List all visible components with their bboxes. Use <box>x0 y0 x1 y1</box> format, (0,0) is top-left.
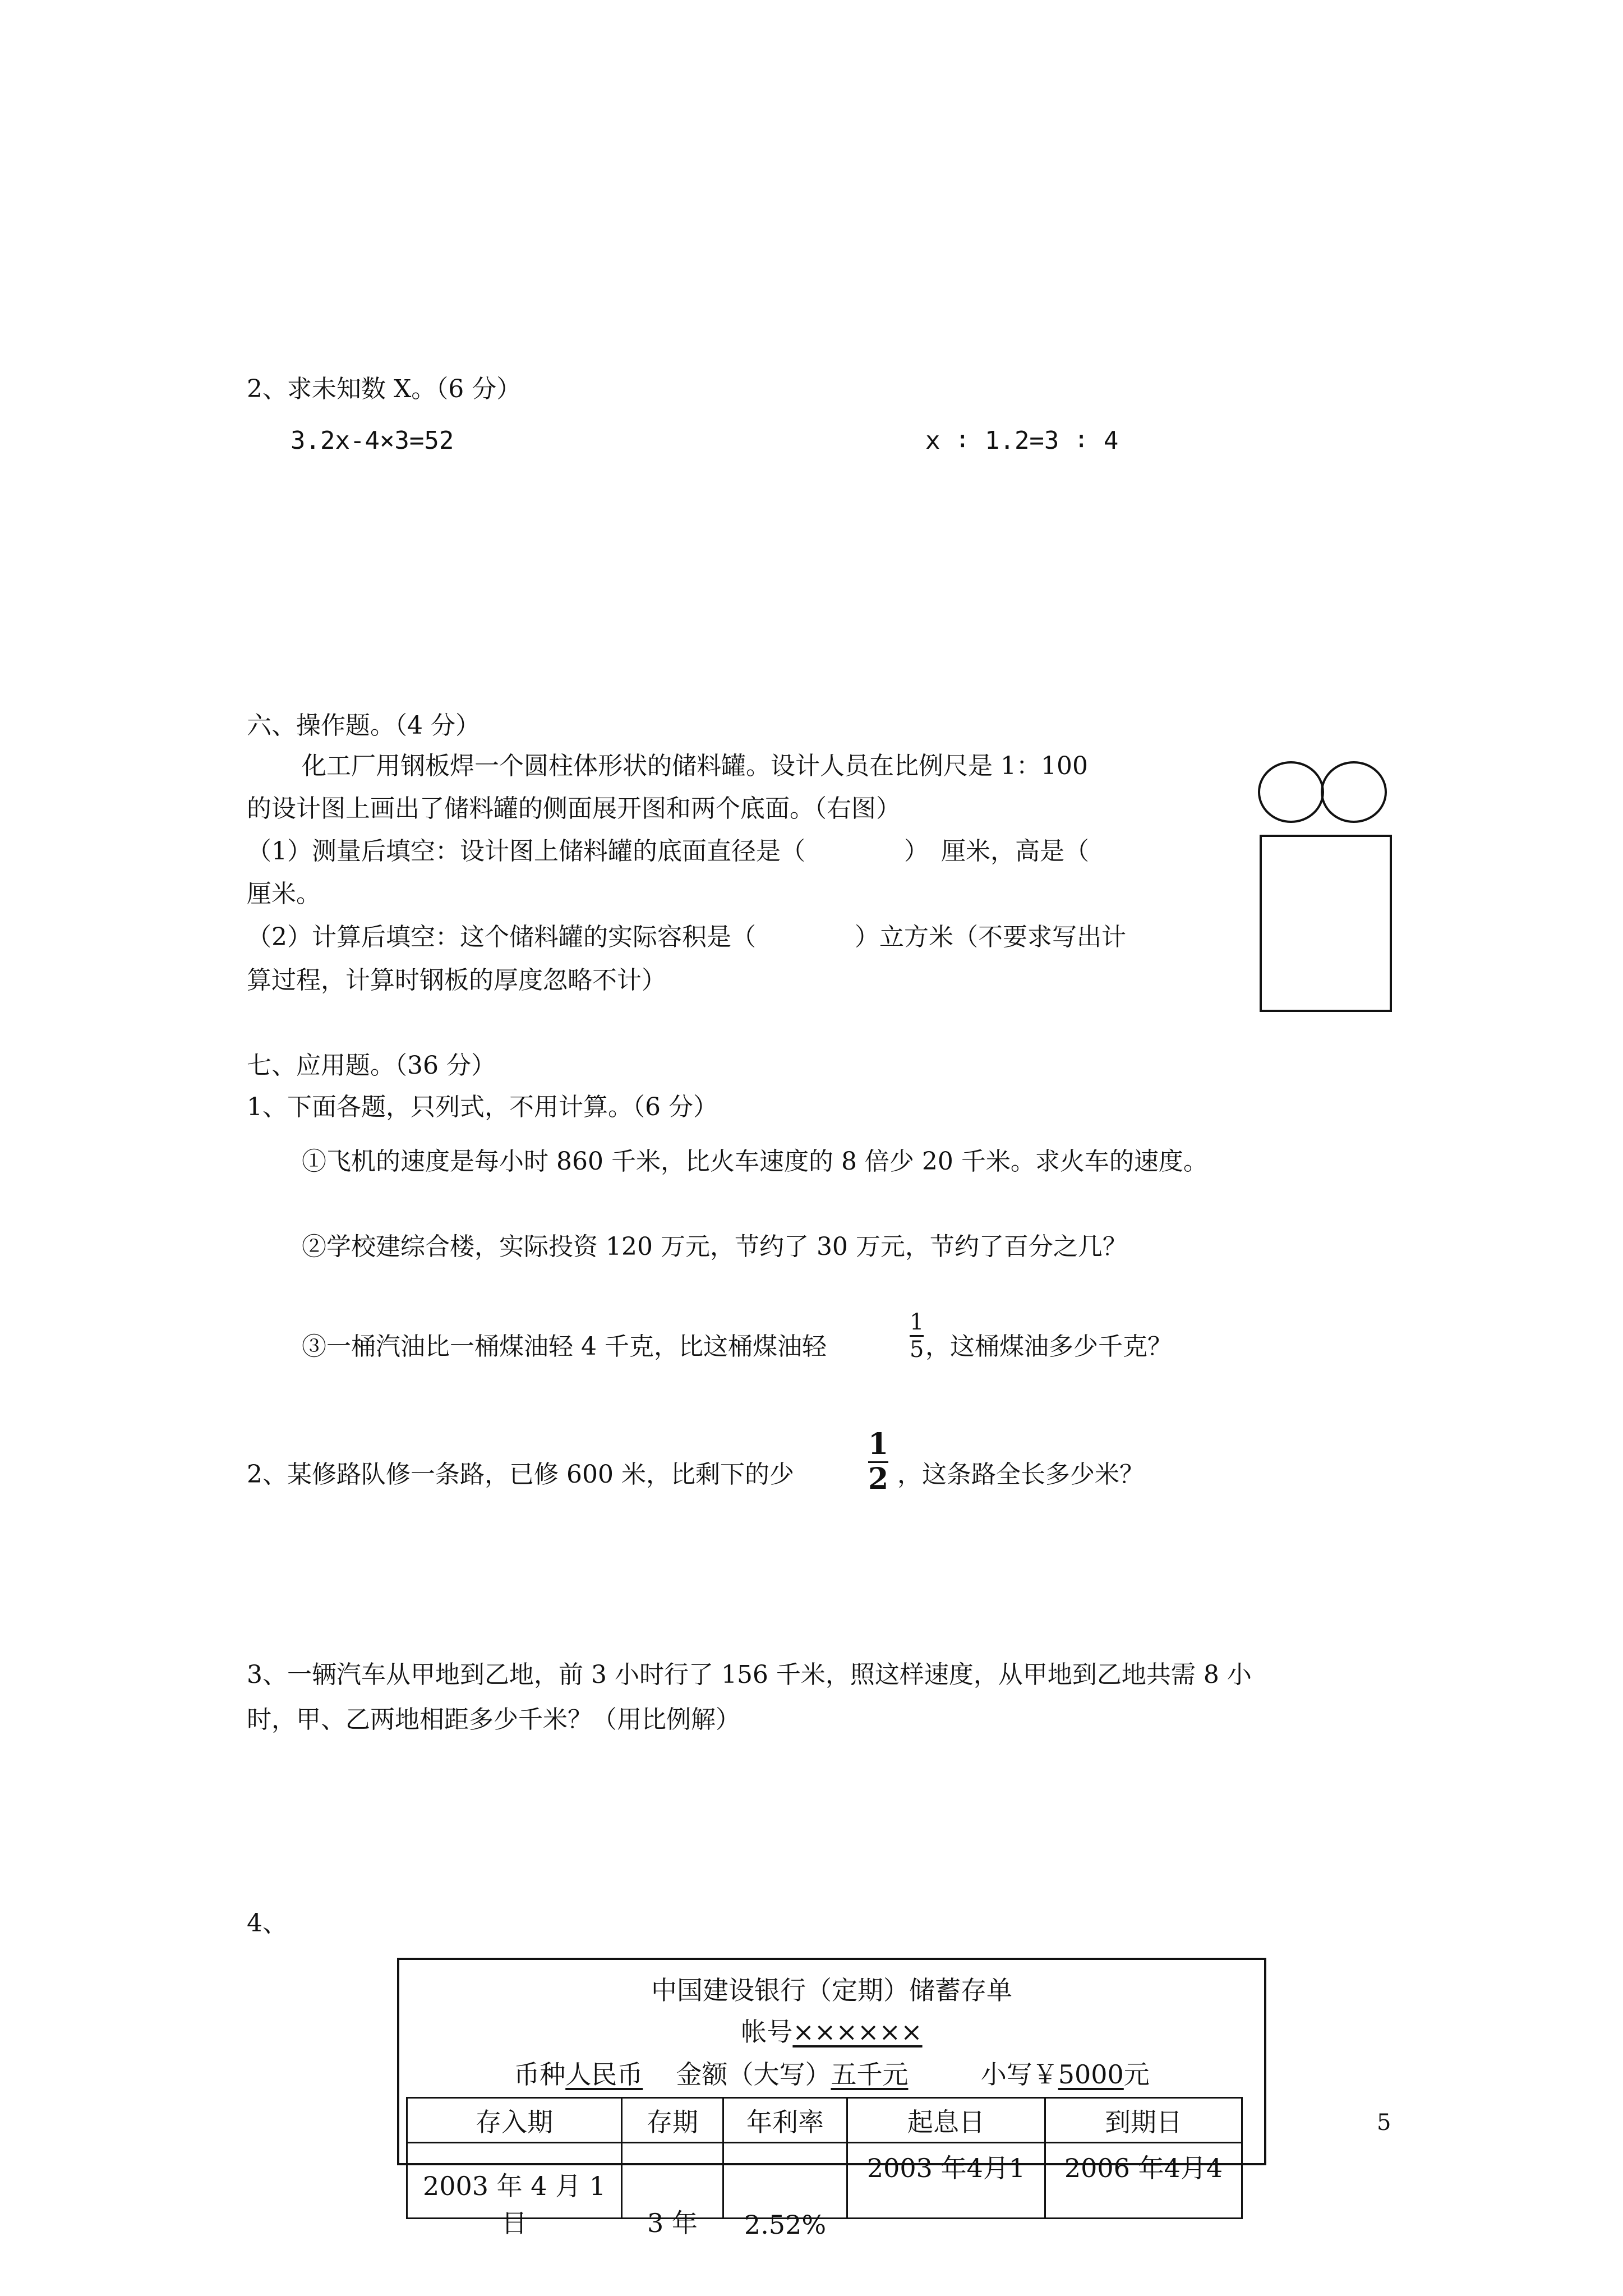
sub-question: ，这桶煤油多少千克？ <box>925 1332 1172 1361</box>
fraction-denominator: 5 <box>910 1337 924 1363</box>
tank-lateral-rectangle <box>1260 835 1392 1012</box>
fraction <box>910 1310 924 1361</box>
question: ，这条路全长多少米？ <box>897 1460 1144 1489</box>
question: 3、一辆汽车从甲地到乙地，前 3 小时行了 156 千米，照这样速度，从甲地到乙地共需 8 小 <box>247 1660 1252 1689</box>
slip-title: 中国建设银行（定期）储蓄存单 <box>651 1975 1012 2005</box>
deposit-slip <box>397 1958 1266 2240</box>
paragraph-line: 厘米。 <box>247 880 321 908</box>
table-cell: 2006 年4月4 <box>1045 2143 1242 2219</box>
paragraph-line: （1）测量后填空：设计图上储料罐的底面直径是（ ） 厘米，高是（ <box>247 837 1089 866</box>
account-value: ×××××× <box>792 2017 923 2047</box>
table-row <box>407 2143 1242 2219</box>
account-label: 帐号 <box>741 2017 793 2047</box>
table-header-cell: 年利率 <box>723 2098 847 2143</box>
question: 4、 <box>247 1909 287 1938</box>
table-header-cell: 存入期 <box>407 2098 622 2143</box>
equation-1: 3.2x-4×3=52 <box>291 426 454 455</box>
table-cell: 2.52% <box>723 2165 847 2241</box>
table-cell: 2003 年4月1 <box>847 2143 1045 2219</box>
table-cell: 2003 年 4 月 1 日 <box>407 2165 622 2241</box>
sub-question: ②学校建综合楼，实际投资 120 万元，节约了 30 万元，节约了百分之几？ <box>302 1232 1127 1261</box>
page-number: 5 <box>1377 2110 1391 2136</box>
sub-question: ③一桶汽油比一桶煤油轻 4 千克，比这桶煤油轻 <box>302 1332 827 1361</box>
paragraph-line: 算过程，计算时钢板的厚度忽略不计） <box>247 966 666 995</box>
small-amount-value: 5000 <box>1058 2059 1124 2090</box>
question-title: 2、求未知数 X。（6 分） <box>247 375 522 403</box>
amount-value: 五千元 <box>831 2059 909 2090</box>
equation-2: x ∶ 1.2=3 ∶ 4 <box>925 426 1119 455</box>
fraction-denominator: 2 <box>868 1461 889 1496</box>
question-title: 1、下面各题，只列式，不用计算。（6 分） <box>247 1093 718 1121</box>
currency-value: 人民币 <box>565 2059 643 2090</box>
currency-label: 币种 <box>514 2059 566 2090</box>
amount-label: 金额（大写） <box>676 2059 831 2090</box>
table-header-cell: 存期 <box>622 2098 723 2143</box>
tank-base-circle <box>1258 761 1324 823</box>
paragraph-line: 化工厂用钢板焊一个圆柱体形状的储料罐。设计人员在比例尺是 1：100 <box>302 752 1088 780</box>
paragraph-line: （2）计算后填空：这个储料罐的实际容积是（ ）立方米（不要求写出计 <box>247 923 1126 951</box>
sub-question: ①飞机的速度是每小时 860 千米，比火车速度的 8 倍少 20 千米。求火车的速度。 <box>302 1147 1208 1176</box>
slip-account-line <box>399 2012 1264 2049</box>
fraction <box>868 1427 889 1496</box>
tank-base-circle <box>1321 761 1387 823</box>
table-header-cell: 起息日 <box>847 2098 1045 2143</box>
fraction-numerator: 1 <box>910 1309 924 1335</box>
slip-amount-line <box>399 2054 1264 2091</box>
table-header-cell: 到期日 <box>1045 2098 1242 2143</box>
section-title: 六、操作题。（4 分） <box>247 711 480 740</box>
table-header-row <box>407 2098 1242 2143</box>
slip-table <box>406 2097 1243 2240</box>
small-amount-label: 小写￥ <box>980 2059 1058 2090</box>
fraction-numerator: 1 <box>868 1427 889 1461</box>
section-title: 七、应用题。（36 分） <box>247 1051 496 1080</box>
table-cell: 3 年 <box>622 2165 723 2241</box>
question: 2、某修路队修一条路，已修 600 米，比剩下的少 <box>247 1460 794 1489</box>
small-amount-unit: 元 <box>1123 2059 1150 2090</box>
question: 时，甲、乙两地相距多少千米？（用比例解） <box>247 1705 740 1734</box>
paragraph-line: 的设计图上画出了储料罐的侧面展开图和两个底面。（右图） <box>247 794 901 823</box>
